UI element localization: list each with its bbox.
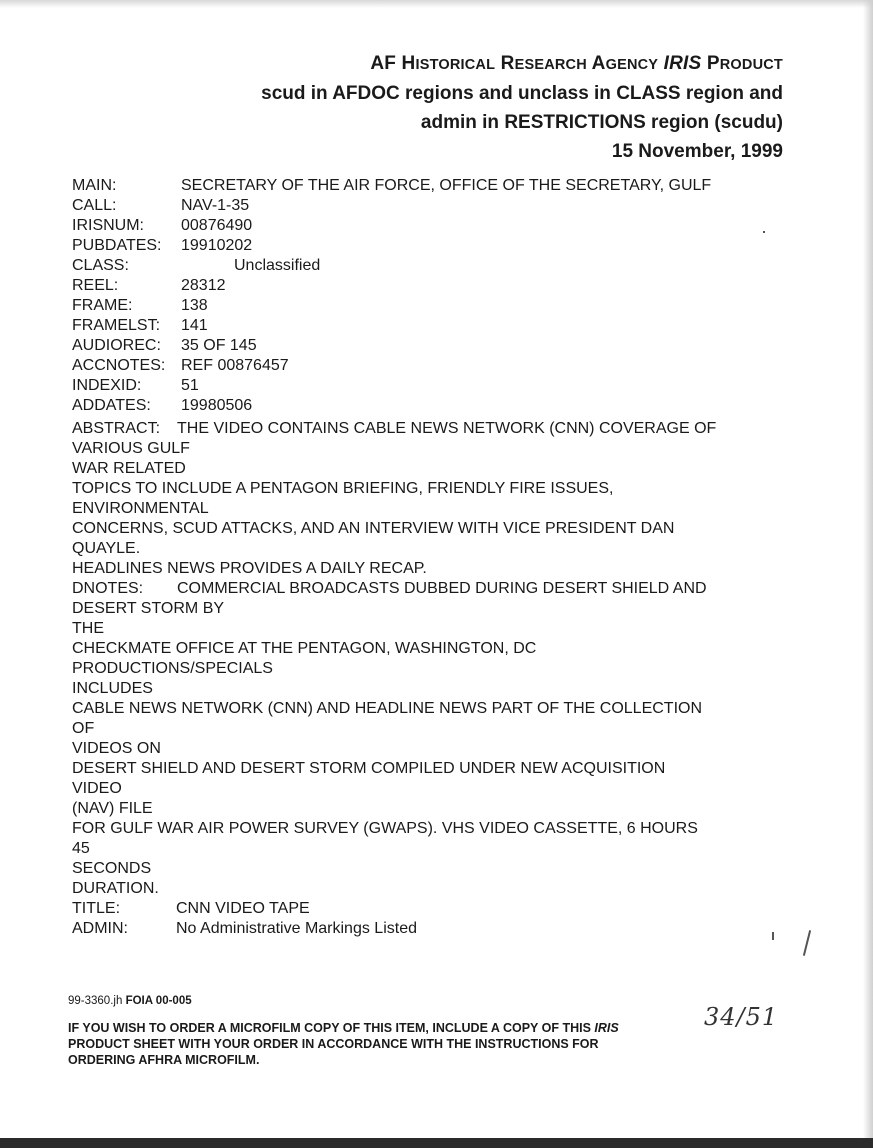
document-header <box>261 50 783 166</box>
abstract-line: VARIOUS GULF <box>72 440 190 457</box>
agency-text: GENCY <box>605 57 659 73</box>
foia-reference: 99-3360.jh FOIA 00-005 <box>68 995 192 1007</box>
agency-text: P <box>701 53 720 74</box>
scan-speck <box>763 231 765 233</box>
dnotes-line: VIDEOS ON <box>72 740 161 757</box>
iris-text: IRIS <box>658 53 702 74</box>
abstract-line: ENVIRONMENTAL <box>72 500 209 517</box>
scan-right-shadow <box>863 0 873 1148</box>
dnotes-line: INCLUDES <box>72 680 153 697</box>
dnotes-line: 45 <box>72 840 90 857</box>
dnotes-line: SECONDS <box>72 860 152 877</box>
query-line-2: admin in RESTRICTIONS region (scudu) <box>420 112 783 133</box>
agency-text: R <box>495 53 515 74</box>
handwritten-page-number: 34/51 <box>704 1003 779 1031</box>
agency-line <box>261 50 783 79</box>
agency-text: A <box>586 53 606 74</box>
dnotes-line: CHECKMATE OFFICE AT THE PENTAGON, WASHINGTON, DC <box>72 640 537 657</box>
agency-text: AF H <box>370 53 416 74</box>
dnotes-line: THE <box>72 620 104 637</box>
scan-top-shadow <box>0 0 873 8</box>
abstract-line: CONCERNS, SCUD ATTACKS, AND AN INTERVIEW WITH VICE PRESIDENT DAN <box>72 520 675 537</box>
agency-text: ISTORICAL <box>415 57 496 73</box>
abstract-line: HEADLINES NEWS PROVIDES A DAILY RECAP. <box>72 560 427 577</box>
abstract-line: WAR RELATED <box>72 460 186 477</box>
dnotes-line: DESERT STORM BY <box>72 600 225 617</box>
dnotes-line: CABLE NEWS NETWORK (CNN) AND HEADLINE NEWS PART OF THE COLLECTION <box>72 700 703 717</box>
dnotes-line: DESERT SHIELD AND DESERT STORM COMPILED UNDER NEW ACQUISITION <box>72 760 666 777</box>
dnotes-line: (NAV) FILE <box>72 800 153 817</box>
agency-text: ESEARCH <box>514 57 587 73</box>
dnotes-line: DURATION. <box>72 880 159 897</box>
dnotes-line: OF <box>72 720 95 737</box>
dnotes-line: PRODUCTIONS/SPECIALS <box>72 660 273 677</box>
dnotes-line: FOR GULF WAR AIR POWER SURVEY (GWAPS). VHS VIDEO CASSETTE, 6 HOURS <box>72 820 698 837</box>
abstract-line: QUAYLE. <box>72 540 141 557</box>
dnotes-line: VIDEO <box>72 780 122 797</box>
query-line-1: scud in AFDOC regions and unclass in CLASS region and <box>261 83 783 104</box>
scan-speck <box>803 930 811 956</box>
report-date: 15 November, 1999 <box>611 141 783 162</box>
document-page: AF HISTORICAL RESEARCH AGENCY IRIS PRODUCT scud in AFDOC regions and unclass in CLASS region and admin in RESTRICTIONS region (scudu) 15 November, 1999 MAIN: SECRETARY OF THE AIR FORCE, OFFICE OF THE SECRETARY, GULF CALL: NAV-1-35 IRISNUM: 00876490 PUBDATES: 19910202 CLASS: Unclassified REEL: 28312 FRAME: 138 FRAMELST: 141 AUDIOREC: 35 OF 145 ACCNOTES: REF 00876457 INDEXID: 51 ADDATES: 19980506 ABSTRACT: THE VIDEO CONTAINS CABLE NEWS NETWORK (CNN) COVERAGE OF VARIOUS GULF WAR RELATED TOPICS TO INCLUDE A PENTAGON BRIEFING, FRIENDLY FIRE ISSUES, ENVIRONMENTAL CONCERNS, SCUD ATTACKS, AND AN INTERVIEW WITH VICE PRESIDENT DAN QUAYLE. HEADLINES NEWS PROVIDES A DAILY RECAP. DNOTES: COMMERCIAL BROADCASTS DUBBED DURING DESERT SHIELD AND DESERT STORM BY THE CHECKMATE OFFICE AT THE PENTAGON, WASHINGTON, DC PRODUCTIONS/SPECIALS INCLUDES CABLE NEWS NETWORK (CNN) AND HEADLINE NEWS PART OF THE COLLECTION OF VIDEOS ON DESERT SHIELD AND DESERT STORM COMPILED UNDER NEW ACQUISITION VIDEO (NAV) FILE FOR GULF WAR AIR POWER SURVEY (GWAPS). VHS VIDEO CASSETTE, 6 HOURS 45 SECONDS DURATION. TITLE: CNN VIDEO TAPE ADMIN: No Administrative Markings Listed 99-3360.jh FOIA 00-005 34/51 IF YOU WISH TO ORDER A MICROFILM COPY OF THIS ITEM, INCLUDE A COPY OF THIS IRIS PRODUCT SHEET WITH YOUR ORDER IN ACCORDANCE WITH THE INSTRUCTIONS FOR ORDERING AFHRA MICROFILM. <box>0 0 873 1148</box>
scan-bottom-edge <box>0 1138 873 1148</box>
order-instructions: IF YOU WISH TO ORDER A MICROFILM COPY OF THIS ITEM, INCLUDE A COPY OF THIS IRIS PRODUCT SHEET WITH YOUR ORDER IN ACCORDANCE WITH THE INSTRUCTIONS FOR ORDERING AFHRA MICROFILM. <box>68 1021 619 1067</box>
abstract-line: TOPICS TO INCLUDE A PENTAGON BRIEFING, FRIENDLY FIRE ISSUES, <box>72 480 614 497</box>
scan-speck <box>772 932 774 940</box>
agency-text: RODUCT <box>719 57 783 73</box>
